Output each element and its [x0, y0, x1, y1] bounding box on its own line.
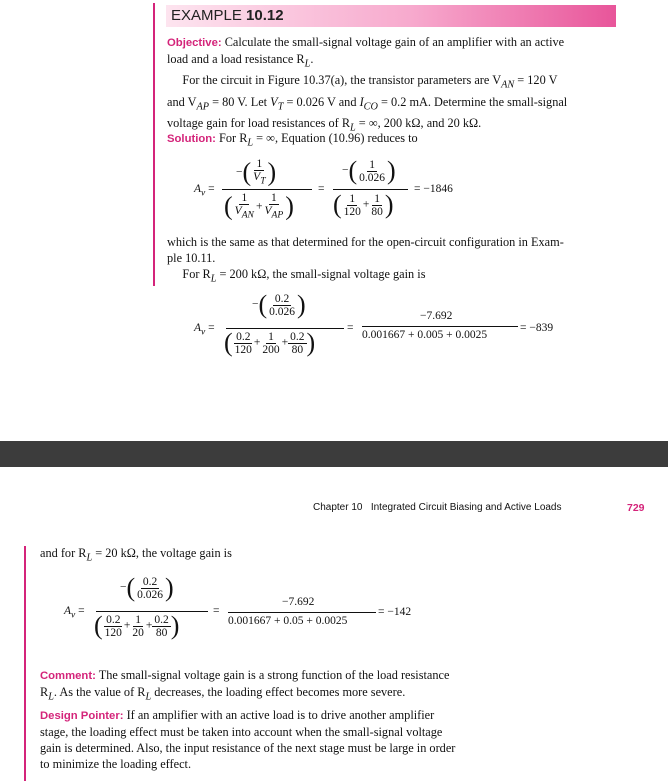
text-middle: which is the same as that determined for the open-circuit configuration in Exam- ple 10.11. For $R_L = 200$ kΩ, the small-signal voltage gain is [167, 235, 564, 285]
solution-line: Solution: For $R_L$ = ∞, Equation (10.96) reduces to [167, 131, 418, 149]
left-margin-rule-2 [24, 546, 26, 781]
equation-1: $A_v$ = −( $\frac{1}{V_T}$ ) ( $\frac{1}{V_{AN}}$ + $\frac{1}{V_{AP}}$ ) = −( $\frac{1}{0.026}$ ) ( $\frac{1}{120}$ + $\frac{1}{80}$ ) = −1846 [194, 156, 453, 221]
example-title: EXAMPLE 10.12 [171, 7, 284, 24]
objective-label: Objective: [167, 37, 222, 49]
objective-paragraph: Objective: Calculate the small-signal voltage gain of an amplifier with an active load and a load resistance $R_L$. For the circuit in Figure 10.37(a), the transistor parameters are $V_{AN} = 120$ V and $V_{AP} = 80$ V. Let $V_T = 0.026$ V and $I_{CO} = 0.2$ mA. Determine the small-signal voltage gain for load resistances of $R_L$ = ∞, 200 kΩ, and 20 kΩ. [167, 35, 568, 134]
part2-intro: and for $R_L = 20$ kΩ, the voltage gain is [40, 546, 232, 564]
running-head: Chapter 10 Integrated Circuit Biasing and Active Loads [313, 502, 562, 513]
page-number: 729 [627, 502, 645, 514]
equation-2: $A_v$ = −( $\frac{0.2}{0.026}$ ) ( $\frac{0.2}{120}$ + $\frac{1}{200}$ + $\frac{0.2}{80}$ ) = −7.692 0.001667 + 0.005 + 0.0025 = −839 [194, 290, 554, 357]
left-margin-rule [153, 3, 155, 286]
page-divider [0, 441, 668, 467]
comment-paragraph: Comment: The small-signal voltage gain is a strong function of the load resistance $R_L$. As the value of $R_L$ decreases, the loading effect becomes more severe. [40, 668, 450, 703]
design-pointer-paragraph: Design Pointer: If an amplifier with an active load is to drive another amplifier stage, the loading effect must be taken into account when the small-signal voltage gain is determined. Also, the input resistance of the next stage must be large in order to minimize the loading effect. [40, 708, 456, 771]
equation-3: $A_v$ = −( $\frac{0.2}{0.026}$ ) ( $\frac{0.2}{120}$ + $\frac{1}{20}$ + $\frac{0.2}{80}$ ) = −7.692 0.001667 + 0.05 + 0.0025 = −142 [64, 573, 412, 640]
